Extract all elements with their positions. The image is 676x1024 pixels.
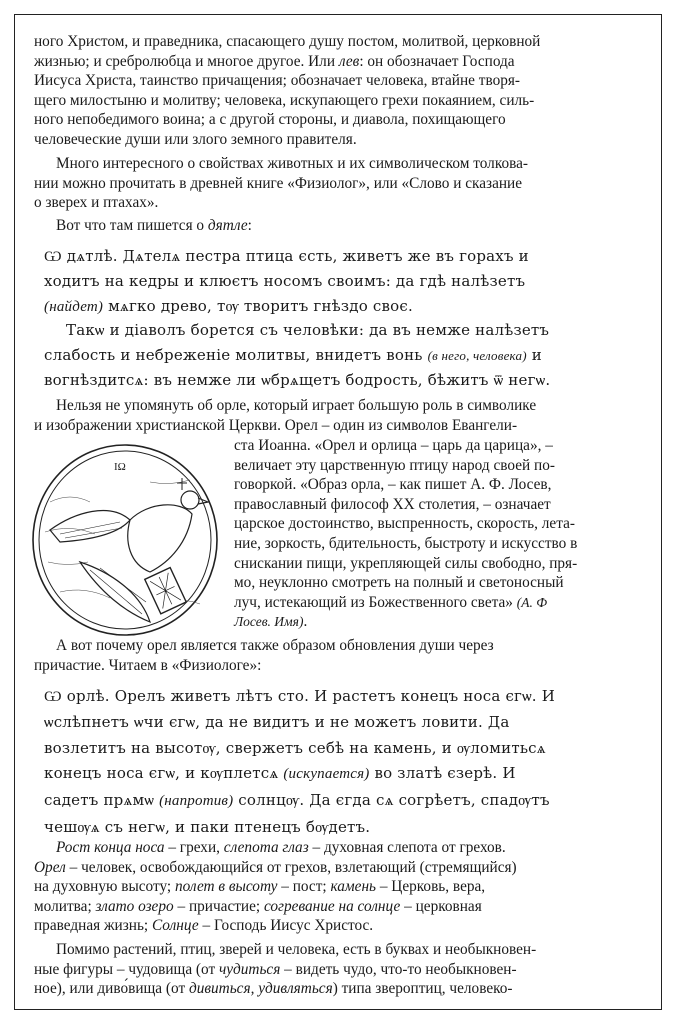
quote-line: ѡслѣпнетъ ѡчи єгѡ, да не видитъ и не можетъ ловити. Да bbox=[44, 712, 510, 731]
quote-line: слабость и небреженіе молитвы, внидетъ вонь (в него, человека) и bbox=[44, 346, 542, 364]
paragraph-eagle-wrap bbox=[234, 436, 652, 632]
quote-line: садетъ прѧмѡ (напротив) солнцѹ. Да єгда сѧ согрѣетъ, спадѹтъ bbox=[44, 791, 550, 810]
paragraph-eagle bbox=[34, 396, 652, 435]
line: царское достоинство, выспренность, скорость, лета- bbox=[234, 515, 575, 533]
medallion-label: IΩ bbox=[114, 461, 126, 473]
paragraph-physiologus bbox=[34, 154, 652, 213]
line: молитва; злато озеро – причастие; согревание на солнце – церковная bbox=[34, 897, 482, 915]
line: Много интересного о свойствах животных и их символическом толкова- bbox=[56, 155, 529, 172]
line: Лосев. Имя). bbox=[234, 613, 308, 631]
line: величает эту царственную птицу народ своей по- bbox=[234, 456, 555, 474]
line: говоркой. «Образ орла, – как пишет А. Ф. Лосев, bbox=[234, 476, 552, 494]
line: причастие. Читаем в «Физиологе»: bbox=[34, 656, 262, 674]
line: Орел – человек, освобождающийся от грехов, взлетающий (стремящийся) bbox=[34, 858, 517, 876]
line: Помимо растений, птиц, зверей и человека, есть в буквах и необыкновен- bbox=[56, 941, 537, 958]
line: мо, неуклонно смотреть на полный и светоносный bbox=[234, 574, 564, 592]
line: жизнью; и сребролюбца и многое другое. Или лев: он обозначает Господа bbox=[34, 52, 515, 70]
paragraph-lion bbox=[34, 32, 652, 150]
paragraph-monsters bbox=[34, 940, 652, 999]
line: православный философ XX столетия, – означает bbox=[234, 495, 551, 513]
term-woodpecker: дятле bbox=[207, 217, 248, 234]
paragraph-eagle-renewal bbox=[34, 636, 652, 675]
church-slavonic-quote-devil bbox=[44, 318, 652, 393]
term-lion: лев bbox=[338, 52, 360, 70]
line: нии можно прочитать в древней книге «Физиолог», или «Слово и сказание bbox=[34, 174, 523, 192]
line: праведная жизнь; Солнце – Господь Иисус Христос. bbox=[34, 917, 374, 935]
quote-line: Такѡ и діаволъ борется съ человѣки: да въ немже налѣзетъ bbox=[66, 321, 550, 339]
quote-line: вогнѣздитсѧ: въ немже ли ѡбрѧщетъ бодрость, бѣжитъ ѿ негѡ. bbox=[44, 371, 551, 389]
church-slavonic-quote-woodpecker bbox=[44, 244, 652, 320]
line: ного Христом, и праведника, спасающего душу постом, молитвой, церковной bbox=[34, 33, 541, 50]
paragraph-interpretation bbox=[34, 838, 652, 936]
quote-line: ходитъ на кедры и клюєтъ носомъ своимъ: да гдѣ налѣзетъ bbox=[44, 272, 526, 290]
quote-line: (найдет) мѧгко древо, тѹ творитъ гнѣздо своє. bbox=[44, 297, 413, 315]
line: ста Иоанна. «Орел и орлица – царь да царица», – bbox=[234, 437, 553, 454]
church-slavonic-quote-eagle bbox=[44, 684, 652, 841]
line: ные фигуры – чудовища (от чудиться – видеть чудо, что-то необыкновен- bbox=[34, 960, 517, 978]
quote-line: Ѡ дѧтлѣ. Дѧтелѧ пестра птица єсть, живетъ же въ горахъ и bbox=[44, 247, 529, 265]
line: снискании пищи, укрепляющей силы свободно, пря- bbox=[234, 554, 578, 572]
line: Нельзя не упомянуть об орле, который играет большую роль в символике bbox=[56, 397, 537, 414]
line: луч, истекающий из Божественного света» (А. Ф bbox=[234, 593, 548, 611]
quote-line: возлетитъ на высотѹ, свержетъ себѣ на камень, и ѹломитьсѧ bbox=[44, 738, 546, 757]
paragraph-woodpecker-intro bbox=[34, 216, 652, 236]
line: и изображении христианской Церкви. Орел – один из символов Евангели- bbox=[34, 416, 518, 434]
line: Рост конца носа – грехи, слепота глаз – духовная слепота от грехов. bbox=[56, 839, 506, 856]
line: щего милостыню и молитву; человека, искупающего грехи покаянием, силь- bbox=[34, 91, 535, 109]
citation: (А. Ф bbox=[516, 594, 548, 610]
line: на духовную высоту; полет в высоту – пост; камень – Церковь, вера, bbox=[34, 878, 486, 896]
line: Иисуса Христа, таинство причащения; обозначает человека, втайне творя- bbox=[34, 72, 521, 90]
eagle-medallion-illustration bbox=[30, 442, 220, 638]
quote-line: Ѡ орлѣ. Орелъ живетъ лѣтъ сто. И растетъ конецъ носа єгѡ. И bbox=[44, 687, 556, 705]
line: ние, зоркость, бдительность, быстроту и искусство в bbox=[234, 534, 578, 552]
line: ного непобедимого воина; а с другой стороны, и диавола, похищающего bbox=[34, 111, 506, 129]
line: Вот что там пишется о дятле: bbox=[56, 217, 252, 234]
citation-continued: Лосев. Имя) bbox=[234, 614, 304, 630]
quote-line: конецъ носа єгѡ, и кѹплетсѧ (искупается) во златѣ єзерѣ. И bbox=[44, 764, 516, 783]
quote-line: чешѹѧ съ негѡ, и паки птенецъ бѹдетъ. bbox=[44, 817, 371, 836]
line: ное), или диво́вища (от дивиться, удивляться) типа звероптиц, человеко- bbox=[34, 980, 513, 998]
line: о зверех и птахах». bbox=[34, 194, 159, 212]
line: человеческие души или злого земного правителя. bbox=[34, 130, 357, 148]
line: А вот почему орел является также образом обновления души через bbox=[56, 637, 494, 654]
